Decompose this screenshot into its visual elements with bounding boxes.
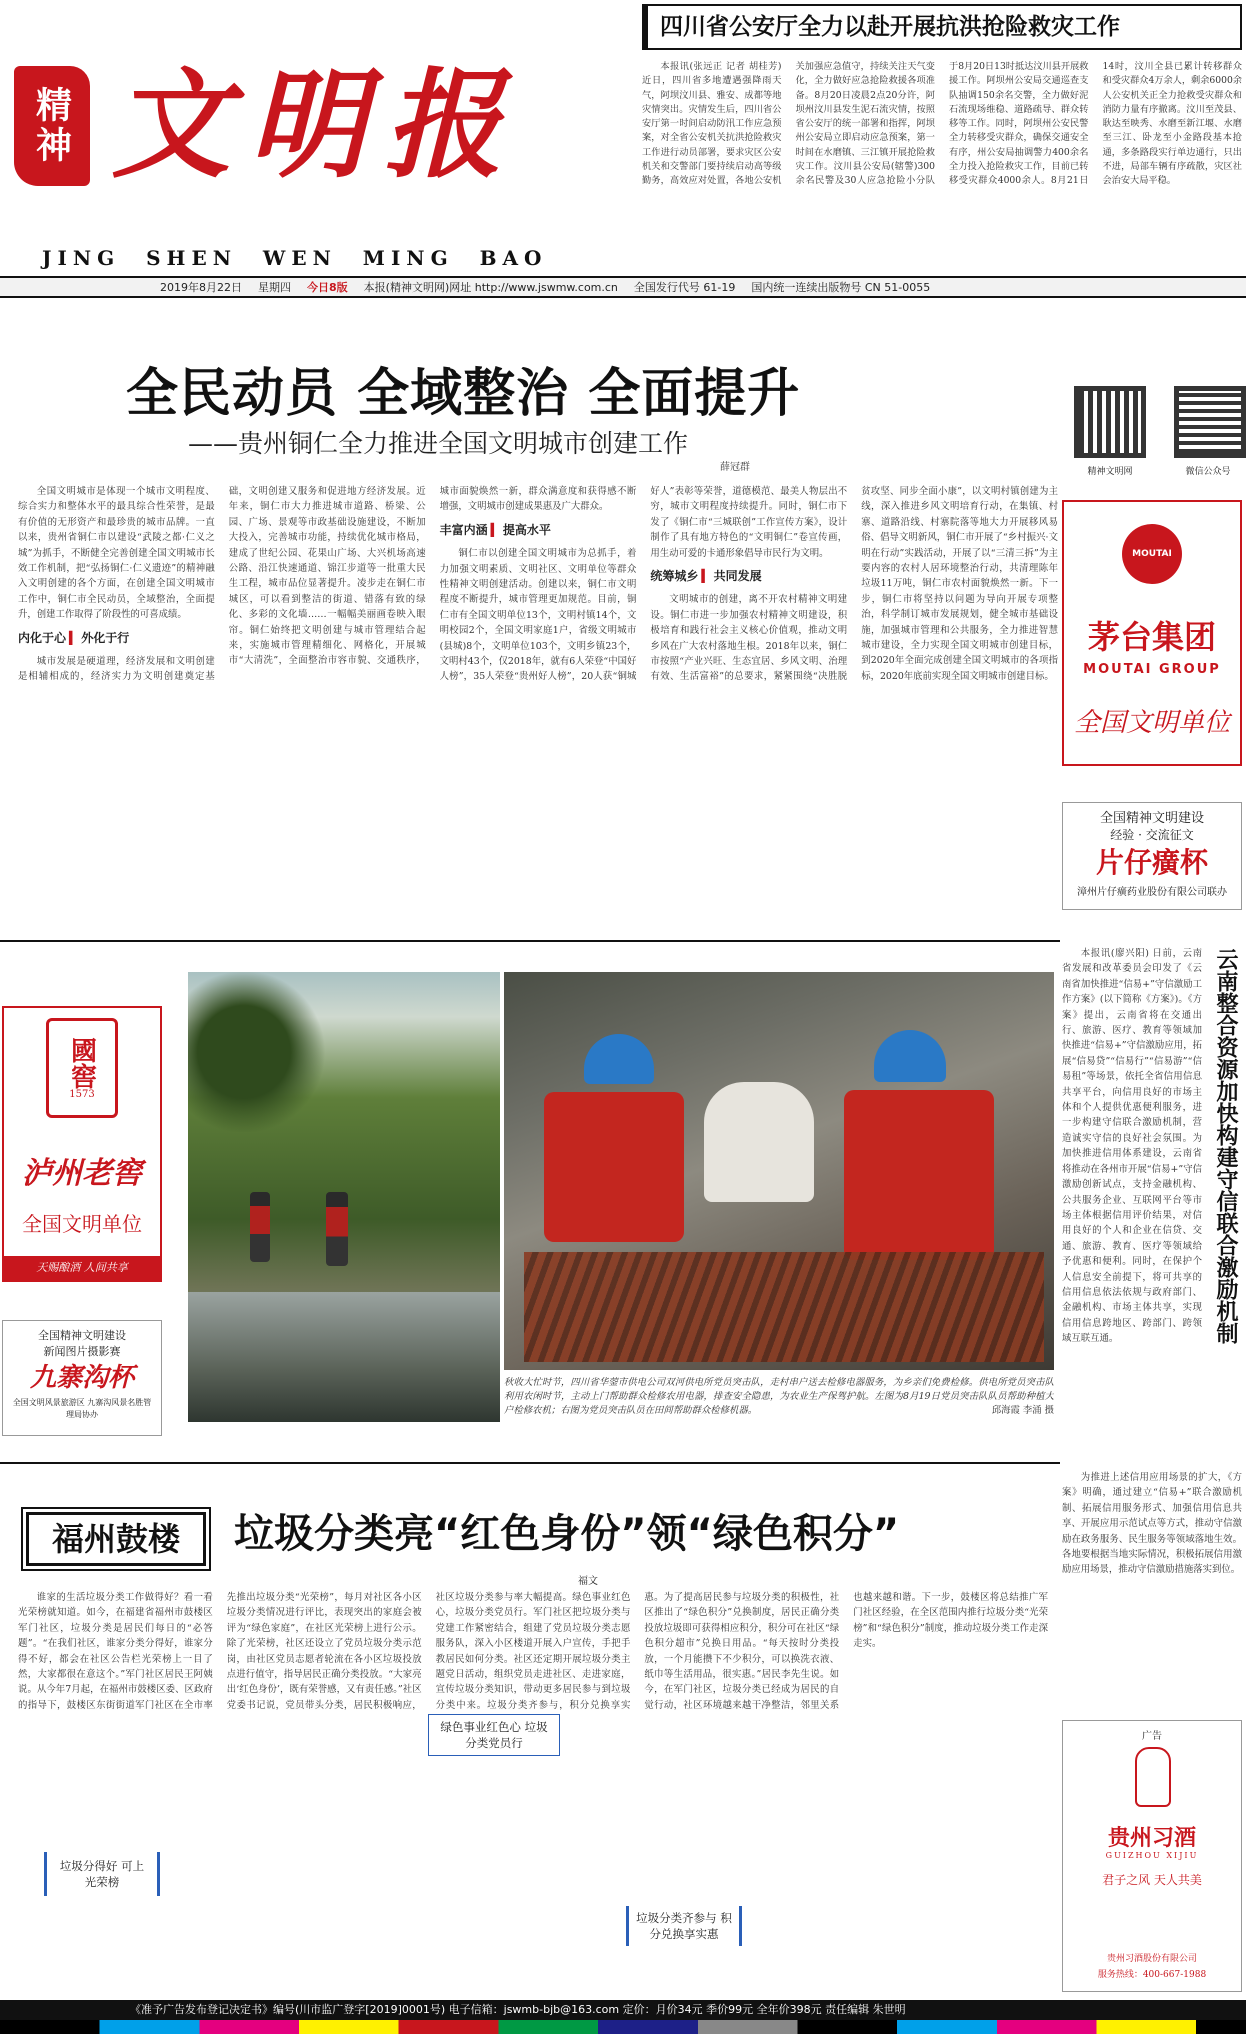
issue-date: 2019年8月22日 [160,281,242,294]
lead-body [18,484,1058,926]
color-bar [0,2020,1246,2034]
masthead-seal: 精神 [14,66,90,186]
maotai-name: 茅台集团 [1087,618,1216,656]
ad-xijiu[interactable] [1062,1720,1242,1992]
lead-subhead: ——贵州铜仁全力推进全国文明城市创建工作 [188,429,689,458]
xijiu-slogan: 君子之风 天人共美 [1102,1873,1202,1887]
jzg-mid: 新闻图片摄影赛 [43,1345,121,1358]
pzh-mid: 经验 · 交流征文 [1110,828,1194,842]
worker-vest-2 [844,1090,994,1260]
fuzhou-body: 谁家的生活垃圾分类工作做得好？看一看光荣榜就知道。如今，在福建省福州市鼓楼区军门社区，垃圾分类是居民们每日的“必答题”。“在我们社区，谁家分类分得好，谁家分得不好，都会在社区公告栏光荣榜上一目了然，大家都很在意这个。”军门社区居民王阿姨说。从今年7月起，在福州市鼓楼区委、区政府的指导下，鼓楼区东街街道军门社区在全市率先推出垃圾分类“光荣榜”，每月对社区各小区垃圾分类情况进行评比，表现突出的家庭会被评为“绿色家庭”，在社区光荣榜上进行公示。除了光荣榜，社区还设立了党员垃圾分类示范岗，由社区党员志愿者轮流在各小区垃圾投放点进行值守，指导居民正确分类投放。“大家亮出‘红色身份’，既有荣誉感，又有责任感。”社区党委书记说，党员带头分类，居民积极响应，社区垃圾分类参与率大幅提高。绿色事业红色心，垃圾分类党员行。军门社区把垃圾分类与党建工作紧密结合，组建了党员垃圾分类志愿服务队，深入小区楼道开展入户宣传，手把手教居民如何分类。社区还定期开展垃圾分类主题党日活动，组织党员走进社区、走进家庭，宣传垃圾分类知识，带动更多居民参与到垃圾分类中来。垃圾分类齐参与，积分兑换享实惠。为了提高居民参与垃圾分类的积极性，社区推出了“绿色积分”兑换制度，居民正确分类投放垃圾即可获得相应积分，积分可在社区“绿色积分超市”兑换日用品。“每天按时分类投放，一个月能攒下不少积分，可以换洗衣液、纸巾等生活用品，很实惠。”居民李先生说。如今，在军门社区，垃圾分类已经成为居民的自觉行动，社区环境越来越干净整洁，邻里关系也越来越和谐。下一步，鼓楼区将总结推广军门社区经验，在全区范围内推行垃圾分类“光荣榜”和“绿色积分”制度，推动垃圾分类工作走深走实。 [18,1592,1048,1711]
xijiu-bottle-icon [1135,1747,1171,1807]
maotai-english: MOUTAI GROUP [1083,662,1221,677]
worker-2 [326,1192,348,1266]
fuzhou-byline: 福文 [578,1576,598,1587]
top-story-body: 本报讯(张远正 记者 胡桂芳) 近日，四川省多地遭遇强降雨天气，阿坝汶川县、雅安、成都等地灾情突出。灾情发生后，四川省公安厅第一时间启动防汛工作应急预案，对全省公安机关抗洪抢险救灾工作进行动员部署，要求灾区公安机关和交警部门要持续启动高等级勤务，高效应对处置，各地公安机关加强应急值守，持续关注天气变化，全力做好应急抢险救援各项准备。8月20日凌晨2点20分许，阿坝州汶川县发生泥石流灾情，按照省公安厅的统一部署和指挥，阿坝州公安局立即启动应急预案，第一时间在水磨镇、三江镇开展抢险救灾工作。汶川县公安局(辖警)300余名民警及30人应急抢险小分队于8月20日13时抵达汶川县开展救援工作。阿坝州公安局交通巡查支队抽调150余名交警，全力做好泥石流现场维稳、道路疏导、群众转移等工作。同时，阿坝州公安民警全力转移受灾群众，确保交通安全有序，州公安局抽调警力400余名全力投入抢险救灾工作，目前已转移受灾群众4000余人。8月21日14时，汶川全县已累计转移群众和受灾群众4万余人，剩余6000余人公安机关正全力抢救受灾群众和消防力量有序撤离。汶川至茂县、耿达至映秀、水磨至新江堰、水磨至三江、卧龙至小金路段基本抢通，多条路段实行单边通行，只出不进，局部车辆有序疏散，灾区社会治安大局平稳。 [642,61,1242,187]
fuzhou-headline: 垃圾分类亮“红色身份”领“绿色积分” [234,1511,900,1557]
photo-credit: 邱海霞 李涌 摄 [991,1405,1054,1416]
top-story-headline: 四川省公安厅全力以赴开展抗洪抢险救灾工作 [642,4,1242,50]
guojiao-brand: 泸州老窖 [22,1156,142,1191]
fuzhou-box-1: 垃圾分得好 可上光荣榜 [44,1852,160,1896]
tree-silhouette [188,972,328,1132]
jzg-org: 全国文明风景旅游区 九寨沟风景名胜管理局协办 [12,1398,152,1419]
website-link[interactable]: 本报(精神文明网)网址 http://www.jswmw.com.cn [363,281,618,294]
maotai-tag: 全国文明单位 [1073,708,1230,738]
yunnan-title: 云南整合资源加快构建守信联合激励机制 [1213,948,1238,1344]
issue-weekday: 星期四 [258,281,291,294]
lead-p2: 城市发展是硬道理，经济发展和文明创建是相辅相成的，经济实力为文明创建奠定基础，文明创建又服务和促进地方经济发展。近年来，铜仁市大力推进城市道路、桥梁、公园、广场、景观等市政基础设施建设，不断加大投入，完善城市功能，持续优化城市格局，建成了世纪公园、花果山广场、大兴机场高速公路、沿江快速通道、锦江步道等一批重大民生工程，城市品位显著提升。凌步走在铜仁市城区，可以看到整洁的街道、错落有致的绿化、多彩的文化墙……一幅幅美丽画卷映入眼帘。铜仁始终把文明创建与城市管理结合起来，实施城市管理精细化、网格化，开展城市“大清洗”，全面整治市容市貌、交通秩序，城市面貌焕然一新，群众满意度和获得感不断增强，文明城市创建成果惠及广大群众。 [18,486,637,683]
lead-headline: 全民动员 全域整治 全面提升 [126,364,801,424]
lead-byline: 薛冠群 [720,462,750,473]
worker-vest-1 [544,1092,684,1242]
rule-2 [0,1462,1060,1464]
guojiao-slogan: 天赐酿酒 人间共享 [4,1256,160,1280]
ad-maotai[interactable] [1062,500,1242,766]
yunnan-body-2: 为推进上述信用应用场景的扩大，《方案》明确，通过建立“信易+”联合激励机制、拓展信用服务形式、加强信用信息共享、开展应用示范试点等方式，推动守信激励在政务服务、民生服务等领域落地生效。各地要根据当地实际情况，积极拓展信用激励应用场景，推动守信激励措施落实到位。 [1062,1472,1242,1576]
issue-edition: 今日8版 [307,281,348,294]
rule-1 [0,940,1060,942]
fuzhou-box-3: 垃圾分类齐参与 积分兑换享实惠 [626,1906,742,1946]
serial-number: 国内统一连续出版物号 CN 51-0055 [751,281,931,294]
helmet-1 [584,1034,654,1084]
pzh-brand: 片仔癀杯 [1095,846,1208,879]
section-heading-3: 统筹城乡 ▍ 共同发展 [650,569,762,584]
helmet-2 [874,1030,946,1082]
lead-p1: 全国文明城市是体现一个城市文明程度、综合实力和整体水平的最具综合性荣誉，是最有价值的无形资产和最珍贵的城市品牌。一直以来，贵州省铜仁市以建设“武陵之都·仁义之城”为抓手，不断健全完善创建全国文明城市长效工作机制，把“弘扬铜仁·仁义遗迹”的精神融入文明创建的各个方面，在创建全国文明城市工作中，铜仁市全民动员，全域整治，全面提升，创建工作取得了阶段性的可喜成绩。 [18,486,215,621]
ad-jiuzhaigou[interactable] [2,1320,162,1436]
moutai-logo: MOUTAI [1122,524,1182,584]
water-reflection [188,1292,500,1422]
masthead-pinyin: JING SHEN WEN MING BAO [42,246,548,270]
fuzhou-column-label: 福州鼓楼 [26,1512,206,1566]
photo-caption: 秋收大忙时节，四川省华蓥市供电公司双河供电所党员突击队，走村串户送去检修电器服务，为乡亲们免费检修。供电所党员突击队利用农闲时节，主动上门帮助群众检修农用电器，排查安全隐患，为农业生产保驾护航。左图为8月19日党员突击队队员帮助种植大户检修农机；右图为党员突击队员在田间帮助群众检修机器。 邱海霞 李涌 摄 [504,1377,1054,1416]
qr-right-label: 微信公众号 [1185,467,1231,477]
ad-pianzaihuang[interactable] [1062,802,1242,910]
xijiu-company: 贵州习酒股份有限公司 [1106,1954,1197,1964]
photo-left-field-workers [188,972,500,1422]
xijiu-english: GUIZHOU XIJIU [1105,1851,1199,1860]
lead-p4: 文明城市的创建，离不开农村精神文明建设。铜仁市进一步加强农村精神文明建设，积极培育和践行社会主义核心价值观，推动文明乡风在广大农村落地生根。2018年以来，铜仁市按照“产业兴旺、生态宜居、乡风文明、治理有效、生活富裕”的总要求，紧紧围绕“决胜脱贫攻坚、同步全面小康”，以文明村镇创建为主线，深入推进乡风文明培育行动，在集镇、村寨、道路沿线、村寨院落等地大力开展移风易俗、倡导文明新风，铜仁市开展了“乡村振兴·文明在行动”实践活动，开展了以“三清三拆”为主要内容的农村人居环境整治行动，共清理陈年垃圾11万吨，铜仁市农村面貌焕然一新。下一步，铜仁市将坚持以问题为导向开展专项整治，科学制订城市发展规划，健全城市基础设施，加强城市管理和公共服务，全力推进智慧城市建设，全力实现全国文明城市创建目标，到2020年全面完成创建全国文明城市的各项指标，2020年底前实现全国文明城市创建目标。 [650,486,1058,683]
section-heading-2: 丰富内涵 ▍ 提高水平 [439,522,551,537]
jzg-top: 全国精神文明建设 [38,1329,126,1342]
yunnan-body: 本报讯(廖兴阳) 日前，云南省发展和改革委员会印发了《云南省加快推进“信易+”守信激励工作方案》(以下简称《方案》)。《方案》提出，云南省将在交通出行、旅游、医疗、教育等领域加快推进“信易+”守信激励应用，拓展“信易贷”“信易行”“信易游”“信易租”等场景，依托全省信用信息共享平台，向信用良好的市场主体和个人提供优惠便利服务，进一步构建守信联合激励机制，营造诚实守信的良好社会氛围。为加快推进信用体系建设，云南省将推动在各州市开展“信易+”守信激励创新试点，支持金融机构、公共服务企业、互联网平台等市场主体根据信用评价结果，对信用良好的个人和企业在信贷、交通、旅游、教育、医疗等领域给予优惠和便利。同时，在保护个人信息安全前提下，将可共享的信用信息依法依规与政府部门、金融机构、市场主体共享，实现信用信息跨地区、跨部门、跨领域互联互通。 [1062,948,1202,1345]
section-heading-1: 内化于心 ▍ 外化于行 [18,630,130,645]
masthead [0,0,632,275]
lead-p3: 铜仁市以创建全国文明城市为总抓手，着力加强文明素质、文明社区、文明单位等群众性精神文明创建活动。创建以来，铜仁市文明程度不断提升，城市管理更加规范。目前，铜仁市有全国文明单位13个，文明村镇14个，文明校园2个，全国文明家庭1户，省级文明城市(县城)8个，文明单位103个，文明乡镇23个，文明村43个，仅2018年，就有6人荣登“中国好人榜”，35人荣登“贵州好人榜”，20人获“铜城好人”表彰等荣誉，道德模范、最美人物层出不穷，城市文明程度持续提升。同时，铜仁市下发了《铜仁市“三城联创”工作宣传方案》，设计制作了具有地方特色的“文明铜仁”卷宣传画，用生动可爱的卡通形象倡导市民行为文明。 [439,486,848,683]
date-bar [0,276,1246,298]
top-story [642,4,1242,272]
worker-1 [250,1192,270,1262]
qr-code-right[interactable] [1174,386,1246,458]
xijiu-hotline: 服务热线：400-667-1988 [1097,1970,1207,1980]
guojiao-tag: 全国文明单位 [22,1212,142,1236]
masthead-title: 文明报 [112,55,521,194]
qr-code-left[interactable] [1074,386,1146,458]
xijiu-brand: 贵州习酒 [1107,1825,1196,1851]
issue-code: 全国发行代号 61-19 [633,281,736,294]
ad-guojiao[interactable] [2,1006,162,1282]
pzh-org: 漳州片仔癀药业股份有限公司联办 [1077,887,1227,898]
fuzhou-box-2: 绿色事业红色心 垃圾分类党员行 [428,1714,560,1756]
qr-left-label: 精神文明网 [1087,467,1133,477]
jzg-brand: 九寨沟杯 [29,1363,134,1393]
xijiu-tag: 广告 [1142,1731,1162,1742]
footer-text: 《准予广告发布登记决定书》编号(川市监广登字[2019]0001号) 电子信箱：jswmb-bjb@163.com 定价：月价34元 季价99元 全年价398元 责任编辑 朱世明 [130,2003,906,2016]
guojiao-seal: 國窖 1573 [46,1018,118,1118]
farmer [704,1082,814,1202]
footer [0,2000,1246,2020]
photo-right-repair [504,972,1054,1370]
machine [524,1252,1044,1362]
pzh-top: 全国精神文明建设 [1099,811,1204,826]
